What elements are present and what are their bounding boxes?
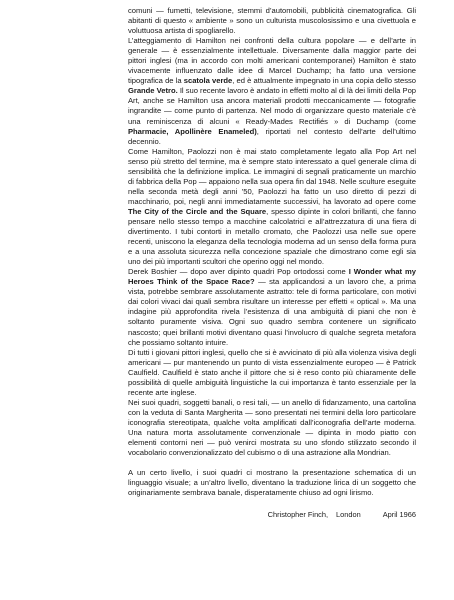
paragraph: [128, 36, 416, 147]
title-text: Grande Vetro.: [128, 86, 178, 96]
article-body: [128, 6, 416, 498]
body-text: , ed è attualmente impegnato in una copia dello stesso: [232, 76, 417, 86]
body-text: — sta applicandosi a un lavoro che, a prima vista, potrebbe sembrare assolutamente astratto: tele di forma particolare, con motivi dai colori vivaci dai quali sembra risultare un interesse per effetti « optical ». Ma una indagine più approfondita rivela l’esistenza di una ambiguità di piani che non è soltanto puramente visiva. Ogni suo quadro sembra contenere un significato nascosto; quei brillanti motivi diventano quasi l’involucro di qualche segreta metafora che possiamo soltanto intuire.: [128, 277, 416, 347]
paragraph: [128, 6, 416, 36]
title-text: scatola verde: [183, 76, 233, 86]
paragraph: [128, 267, 416, 347]
body-text: Il suo recente lavoro è andato in effetti molto al di là dei limiti della Pop Art, anche se Hamilton usa ancora materiali prodotti meccanicamente — fotografie ingrandite — come punto di partenza. Nel modo di organizzare questo materiale c’è una reminiscenza di alcuni « Ready-Mades Rectifiés » di Duchamp (come: [128, 86, 416, 126]
credit-date: April 1966: [382, 510, 416, 520]
title-text: I Wonder what my Heroes Think of the Space Race?: [128, 267, 416, 287]
body-text: Nei suoi quadri, soggetti banali, o resi tali, — un anello di fidanzamento, una cartolina con la veduta di Santa Margherita — sono presentati nei termini della loro particolare iconografia stereotipata, qualche volta amplificati dall’iconografia dell’arte moderna. Una natura morta assolutamente convenzionale — dipinta in modo piatto con elementi contorni neri — può venirci mostrata su uno sfondo stilizzato secondo il vocabolario convenzionalizzato del cubismo o di una astrazione alla Mondrian.: [128, 397, 416, 458]
body-text: Derek Boshier — dopo aver dipinto quadri Pop ortodossi come: [128, 267, 349, 277]
article-credit: [128, 510, 416, 519]
paragraph: [128, 468, 416, 498]
body-text: L’atteggiamento di Hamilton nei confronti della cultura popolare — e dell’arte in generale — è essenzialmente intellettuale. Diversamente dalla maggior parte dei pittori inglesi (ma in accordo con molti americani contemporanei) Hamilton è stato vivacemente influenzato dalle idee di Marcel Duchamp; ha fatto una versione tipografica de la: [128, 36, 416, 86]
credit-city: London: [336, 510, 361, 520]
paragraph: [128, 398, 416, 458]
credit-author: Christopher Finch,: [267, 510, 329, 520]
body-text: Di tutti i giovani pittori inglesi, quello che si è avvicinato di più alla violenza visiva degli americani — pur mantenendo un punto di vista essenzialmente europeo — è Patrick Caulfield. Caulfield è stato anche il pittore che si è reso conto più chiaramente delle possibilità di quelle ambiguità linguistiche la cui importanza è tanto essenziale per la recente arte inglese.: [128, 347, 416, 397]
body-text: , riportati nel contesto dell’arte dell’ultimo decennio.: [128, 126, 416, 146]
body-text: comuni — fumetti, televisione, stemmi d’automobili, pubblicità cinematografica. Gli abitanti di questo « ambiente » sono un culturista muscolosissimo e una civettuola e voluttuosa artista di spogliarello.: [128, 6, 416, 36]
body-text: , spesso dipinte in colori brillanti, che fanno pensare nello stesso tempo a macchine calcolatrici e all’attrezzatura di una fiera di divertimento. I tubi contorti in metallo cromato, che Paolozzi usa nelle sue opere recenti, uniscono la eleganza della tecnologia moderna ad un senso della forma pura e a una assoluta sicurezza nella concezione spaziale che dimostrano come egli sia uno dei più importanti scultori che operino oggi nel mondo.: [128, 206, 416, 267]
body-text: A un certo livello, i suoi quadri ci mostrano la presentazione schematica di un linguaggio visuale; a un’altro livello, diventano la traduzione lirica di un soggetto che originariamente sembrava banale, disperatamente chiuso ad ogni lirismo.: [128, 468, 416, 498]
title-text: The City of the Circle and the Square: [128, 206, 267, 216]
paragraph: [128, 348, 416, 398]
title-text: Pharmacie, Apollinère Enameled): [128, 126, 257, 136]
body-text: Come Hamilton, Paolozzi non è mai stato completamente legato alla Pop Art nel senso più stretto del termine, ma è sempre stato interessato a quel generale clima di sensibilità che la definizione implica. Le immagini di segnali praticamente un marchio di fabbrica della Pop — appaiono nella sua opera fin dal 1948. Nelle sculture eseguite nella seconda metà degli anni ’50, Paolozzi ha fatto un uso diretto di pezzi di macchinario, poi, negli anni immediatamente successivi, ha lavorato ad opere come: [128, 146, 416, 206]
paragraph: [128, 147, 416, 268]
